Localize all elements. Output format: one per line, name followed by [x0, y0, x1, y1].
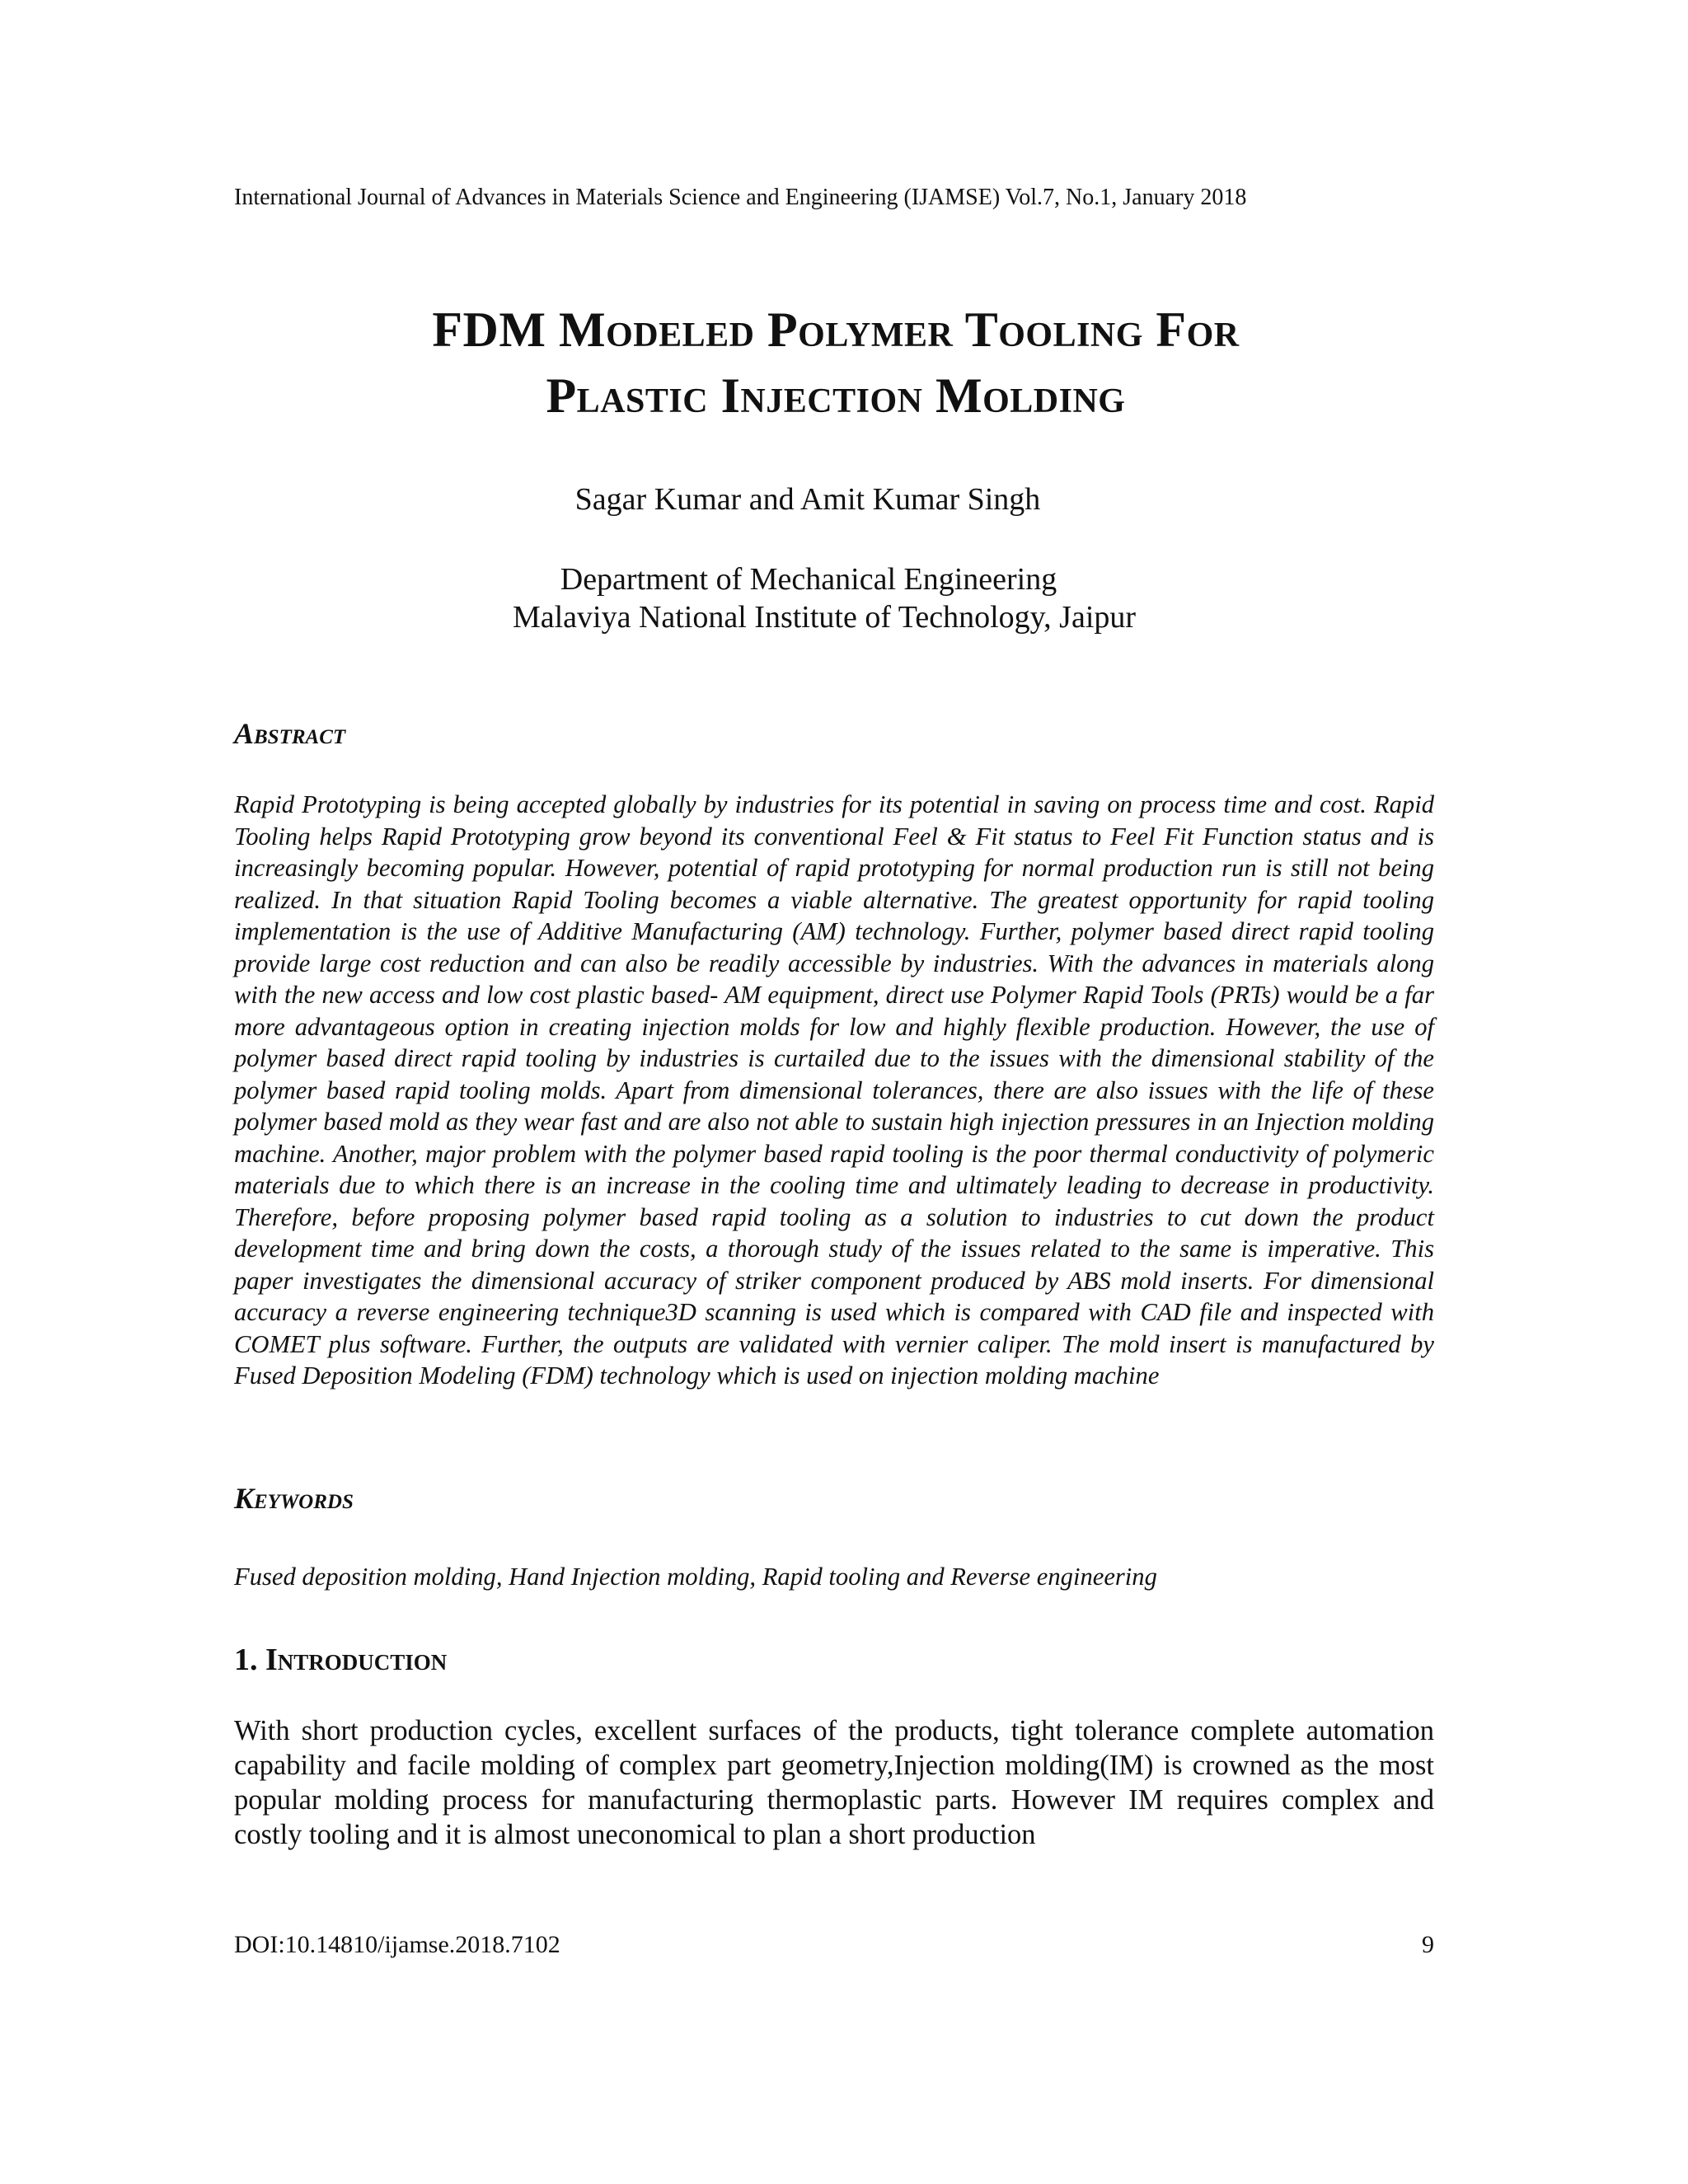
abstract-heading: Abstract — [234, 717, 346, 750]
author-list: Sagar Kumar and Amit Kumar Singh — [574, 482, 1041, 517]
keywords-heading: Keywords — [234, 1482, 354, 1515]
abstract-body: Rapid Prototyping is being accepted globally by industries for its potential in saving on process time and cost. Rapid Tooling helps Rapid Prototyping grow beyond its conventional Feel & Fit status to Feel Fit Function status and is increasingly becoming popular. However, potential of rapid prototyping for normal production run is still not being realized. In that situation Rapid Tooling becomes a viable alternative. The greatest opportunity for rapid tooling implementation is the use of Additive Manufacturing (AM) technology. Further, polymer based direct rapid tooling provide large cost reduction and can also be readily accessible by industries. With the advances in materials along with the new access and low cost plastic based- AM equipment, direct use Polymer Rapid Tools (PRTs) would be a far more advantageous option in creating injection molds for low and highly flexible production. However, the use of polymer based direct rapid tooling by industries is curtailed due to the issues with the dimensional stability of the polymer based rapid tooling molds. Apart from dimensional tolerances, there are also issues with the life of these polymer based mold as they wear fast and are also not able to sustain high injection pressures in an Injection molding machine. Another, major problem with the polymer based rapid tooling is the poor thermal conductivity of polymeric materials due to which there is an increase in the cooling time and ultimately leading to decrease in productivity. Therefore, before proposing polymer based rapid tooling as a solution to industries to cut down the product development time and bring down the costs, a thorough study of the issues related to the same is imperative. This paper investigates the dimensional accuracy of striker component produced by ABS mold inserts. For dimensional accuracy a reverse engineering technique3D scanning is used which is compared with CAD file and inspected with COMET plus software. Further, the outputs are validated with vernier caliper. The mold insert is manufactured by Fused Deposition Modeling (FDM) technology which is used on injection molding machine — [234, 790, 1434, 1390]
introduction-heading: 1. Introduction — [234, 1643, 448, 1677]
keywords-body: Fused deposition molding, Hand Injection molding, Rapid tooling and Reverse engineering — [234, 1563, 1157, 1591]
introduction-body: With short production cycles, excellent surfaces of the products, tight tolerance complete automation capability and facile molding of complex part geometry,Injection molding(IM) is crowned as the most popular molding process for manufacturing thermoplastic parts. However IM requires complex and costly tooling and it is almost uneconomical to plan a short production — [234, 1715, 1434, 1850]
running-head: International Journal of Advances in Materials Science and Engineering (IJAMSE) Vol.7, No.1, January 2018 — [234, 185, 1247, 210]
paper-title-line-1: FDM Modeled Polymer Tooling For — [432, 302, 1240, 357]
affiliation — [0, 560, 1648, 636]
doi-footer: DOI:10.14810/ijamse.2018.7102 — [234, 1931, 560, 1958]
affiliation-institute: Malaviya National Institute of Technology, Jaipur — [512, 600, 1137, 635]
page-number: 9 — [1422, 1931, 1434, 1958]
affiliation-department: Department of Mechanical Engineering — [560, 562, 1057, 597]
paper-title — [234, 297, 1437, 429]
paper-title-line-2: Plastic Injection Molding — [546, 368, 1126, 423]
